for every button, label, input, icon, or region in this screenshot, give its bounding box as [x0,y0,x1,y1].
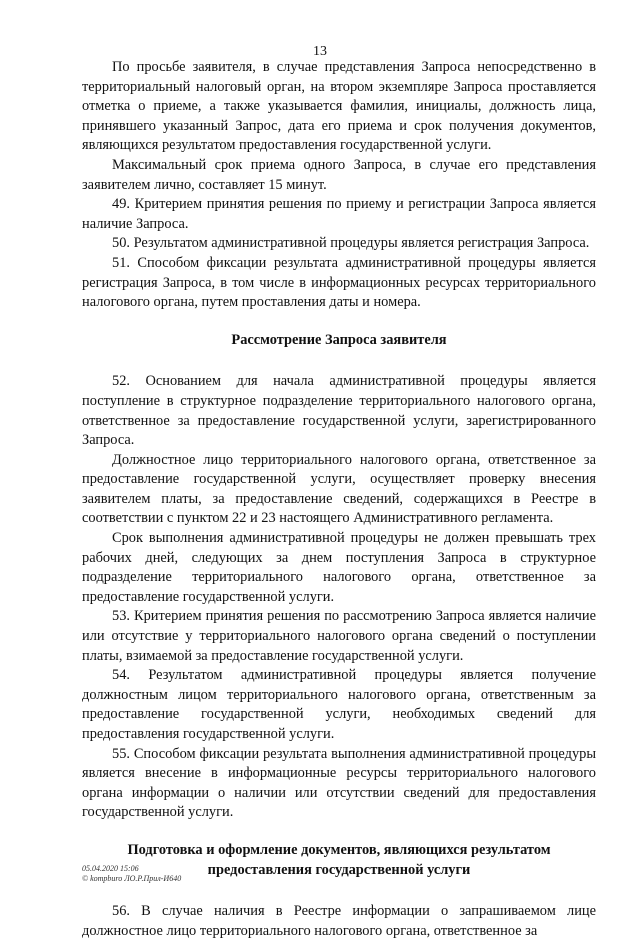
paragraph: Должностное лицо территориального налогового органа, ответственное за предоставление государственной услуги, осуществляет проверку внесения заявителем платы, за предоставление сведений, содержащихся в Реестре в соответствии с пунктом 22 и 23 настоящего Административного регламента. [82,451,596,527]
paragraph: 55. Способом фиксации результата выполнения административной процедуры является внесение в информационные ресурсы территориального налогового органа информации о наличии или отсутствии сведений для предоставления государственной услуги. [82,745,596,821]
footer-date: 05.04.2020 15:06 [82,864,139,873]
paragraph: 53. Критерием принятия решения по рассмотрению Запроса является наличие или отсутствие у территориального налогового органа сведений о поступлении платы, взимаемой за предоставление государственной услуги. [82,608,596,664]
paragraph: 56. В случае наличия в Реестре информации о запрашиваемом лице должностное лицо территориального налогового органа, ответственное за [82,903,596,939]
document-body [82,58,596,941]
paragraph: 52. Основанием для начала административной процедуры является поступление в структурное подразделение территориального налогового органа, ответственное за предоставление государственной услуги, зарегистрированного Запроса. [82,373,596,449]
page-number: 13 [313,44,327,59]
paragraph: 50. Результатом административной процедуры является регистрация Запроса. [112,235,590,252]
paragraph: Максимальный срок приема одного Запроса, в случае его представления заявителем лично, составляет 15 минут. [82,156,596,193]
footer-stamp [82,864,181,884]
footer-source: © kompburo ЛО.Р.Прил-И640 [82,874,182,883]
paragraph: 49. Критерием принятия решения по приему и регистрации Запроса является наличие Запроса. [82,196,596,232]
paragraph: 51. Способом фиксации результата административной процедуры является регистрация Запроса, в том числе в информационных ресурсах территориального налогового органа, путем проставления даты и номера. [82,254,596,311]
paragraph: 54. Результатом административной процедуры является получение должностным лицом территориального налогового органа, ответственным за предоставление государственной услуги, необходимых сведений для предоставления государственной услуги. [82,667,596,742]
paragraph: Срок выполнения административной процедуры не должен превышать трех рабочих дней, следующих за днем поступления Запроса в структурное подразделение территориального налогового органа, ответственное за предоставление государственной услуги. [82,530,596,605]
section-heading: Рассмотрение Запроса заявителя [231,331,447,348]
paragraph: По просьбе заявителя, в случае представления Запроса непосредственно в территориальный налоговый орган, на втором экземпляре Запроса проставляется отметка о приеме, а также указывается фамилия, инициалы, должность лица, принявшего указанный Запрос, дата его приема и срок получения документов, являющихся результатом предоставления государственной услуги. [82,59,596,154]
section-heading: Подготовка и оформление документов, являющихся результатом предоставления государственной услуги [127,841,551,878]
